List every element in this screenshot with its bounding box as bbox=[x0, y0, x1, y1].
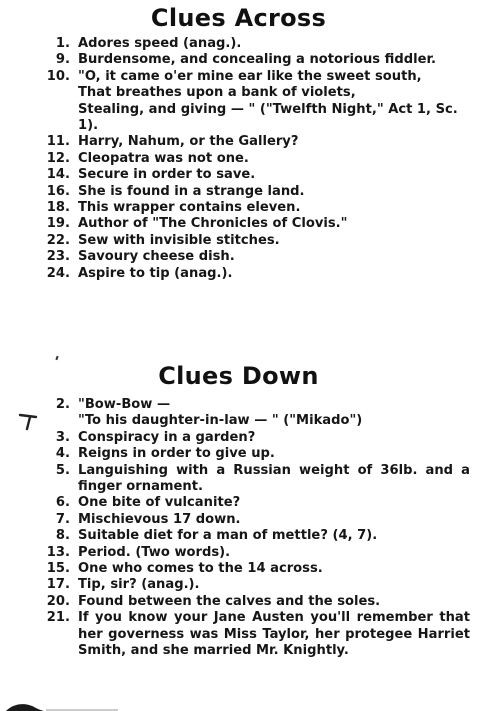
clue-number: 17. bbox=[46, 577, 70, 593]
clue-number: 19. bbox=[46, 216, 70, 232]
clue-number: 20. bbox=[46, 593, 70, 609]
clue-text: One bite of vulcanite? bbox=[78, 495, 241, 511]
clue-text: "O, it came o'er mine ear like the sweet south, That breathes upon a bank of violets, Stealing, and giving — " ("Twelfth Night," Act 1, Sc. 1). bbox=[78, 68, 458, 134]
clue-down-13 bbox=[0, 545, 477, 561]
clue-across-18 bbox=[0, 200, 477, 216]
clue-number: 8. bbox=[55, 528, 70, 544]
clue-text: Conspiracy in a garden? bbox=[78, 429, 256, 445]
clue-number: 10. bbox=[46, 68, 70, 84]
clue-text: "Bow-Bow — "To his daughter-in-law — " ("Mikado") bbox=[78, 397, 363, 429]
clue-down-7 bbox=[0, 512, 477, 528]
clue-text: Cleopatra was not one. bbox=[78, 150, 249, 166]
clue-number: 18. bbox=[46, 200, 70, 216]
clue-number: 14. bbox=[46, 167, 70, 183]
clue-down-2 bbox=[0, 397, 477, 430]
clue-text: Savoury cheese dish. bbox=[78, 249, 235, 265]
clue-number: 2. bbox=[55, 397, 70, 412]
clue-across-9 bbox=[0, 52, 477, 68]
clue-number: 24. bbox=[46, 265, 70, 281]
clue-text: Reigns in order to give up. bbox=[78, 446, 275, 462]
clue-number: 4. bbox=[55, 446, 70, 462]
clue-number: 12. bbox=[46, 150, 70, 166]
clue-number: 6. bbox=[55, 495, 70, 511]
clue-text: Period. (Two words). bbox=[78, 544, 231, 560]
clue-number: 23. bbox=[46, 249, 70, 265]
clue-across-12 bbox=[0, 151, 477, 167]
clue-text: Harry, Nahum, or the Gallery? bbox=[78, 134, 299, 150]
clue-text: Adores speed (anag.). bbox=[78, 36, 242, 51]
clue-number: 1. bbox=[55, 36, 70, 51]
clue-down-17 bbox=[0, 577, 477, 593]
clue-number: 13. bbox=[46, 544, 70, 560]
clue-down-20 bbox=[0, 594, 477, 610]
clue-across-14 bbox=[0, 167, 477, 183]
clue-across-11 bbox=[0, 134, 477, 150]
clue-number: 22. bbox=[46, 232, 70, 248]
clue-down-21 bbox=[0, 610, 477, 659]
clue-number: 7. bbox=[55, 511, 70, 527]
clue-across-22 bbox=[0, 233, 477, 249]
clue-text: Suitable diet for a man of mettle? (4, 7). bbox=[78, 528, 378, 544]
clue-text: Secure in order to save. bbox=[78, 167, 256, 183]
clue-across-10 bbox=[0, 69, 477, 135]
clue-down-6 bbox=[0, 495, 477, 511]
clues-across-heading: Clues Across bbox=[150, 4, 327, 32]
clue-down-5 bbox=[0, 463, 477, 496]
clue-number: 11. bbox=[46, 134, 70, 150]
clue-text: If you know your Jane Austen you'll remember that her governess was Miss Taylor, her protegee Harriet Smith, and she married Mr. Knightly. bbox=[78, 610, 470, 659]
clues-down-heading: Clues Down bbox=[158, 362, 319, 390]
clue-number: 21. bbox=[46, 610, 70, 626]
clues-down-list bbox=[0, 397, 477, 660]
clue-down-15 bbox=[0, 561, 477, 577]
print-speck bbox=[55, 356, 58, 360]
clue-number: 5. bbox=[55, 462, 70, 478]
clue-across-1 bbox=[0, 36, 477, 52]
clue-text: Languishing with a Russian weight of 36lb. and a finger ornament. bbox=[78, 462, 470, 495]
clue-text: She is found in a strange land. bbox=[78, 183, 305, 199]
clue-across-19 bbox=[0, 216, 477, 232]
clue-text: One who comes to the 14 across. bbox=[78, 561, 323, 577]
clue-text: Found between the calves and the soles. bbox=[78, 593, 381, 609]
clue-number: 15. bbox=[46, 561, 70, 577]
clue-text: This wrapper contains eleven. bbox=[78, 200, 301, 216]
clue-across-24 bbox=[0, 266, 477, 282]
clue-text: Tip, sir? (anag.). bbox=[78, 577, 200, 593]
clues-across-list bbox=[0, 36, 477, 282]
clue-across-16 bbox=[0, 184, 477, 200]
print-smudge bbox=[0, 700, 120, 711]
clue-text: Sew with invisible stitches. bbox=[78, 232, 280, 248]
clue-down-3 bbox=[0, 430, 477, 446]
clue-number: 9. bbox=[55, 52, 70, 68]
clue-text: Author of "The Chronicles of Clovis." bbox=[78, 216, 348, 232]
clue-text: Burdensome, and concealing a notorious fiddler. bbox=[78, 52, 437, 68]
clue-down-8 bbox=[0, 528, 477, 544]
clue-text: Aspire to tip (anag.). bbox=[78, 265, 233, 281]
clue-number: 3. bbox=[55, 429, 70, 445]
clue-across-23 bbox=[0, 249, 477, 265]
clue-number: 16. bbox=[46, 183, 70, 199]
clue-down-4 bbox=[0, 446, 477, 462]
clue-text: Mischievous 17 down. bbox=[78, 511, 241, 527]
